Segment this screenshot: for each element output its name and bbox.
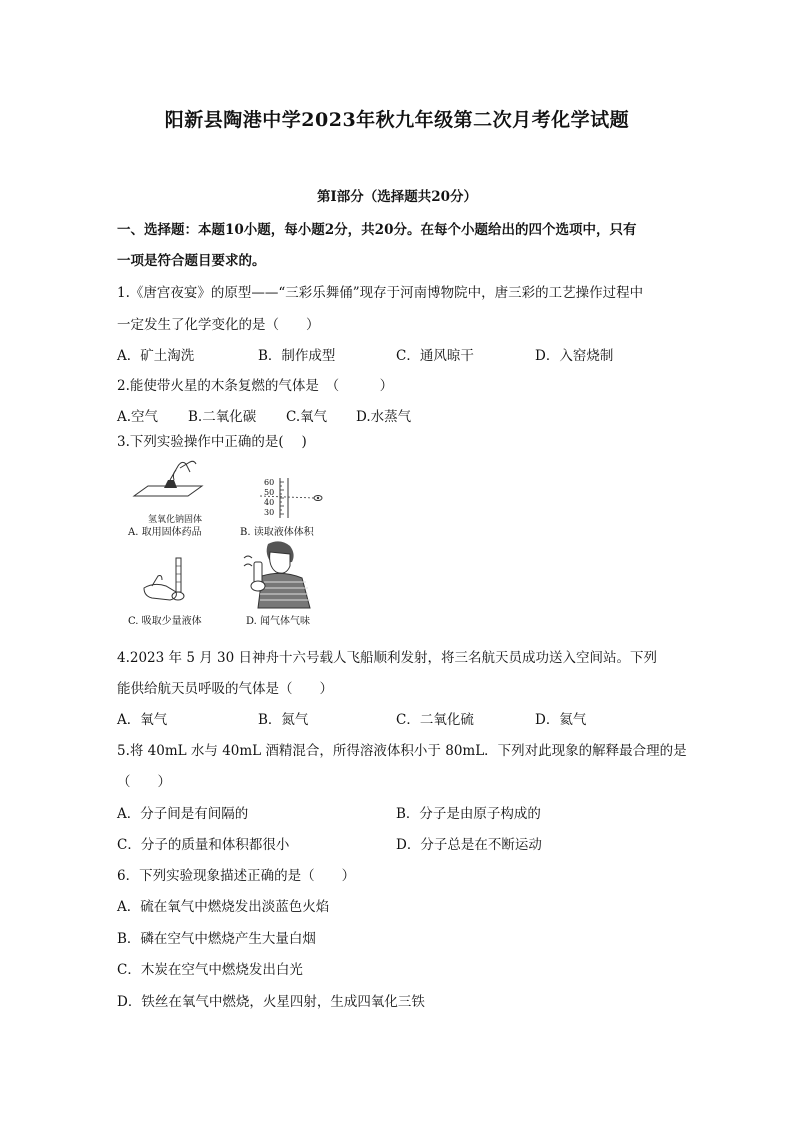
q5-option-b: B．分子是由原子构成的 xyxy=(396,806,541,822)
cylinder-tick-50: 50 xyxy=(264,488,275,497)
figure-c-caption: C. 吸取少量液体 xyxy=(128,616,202,627)
exam-title: 阳新县陶港中学2023年秋九年级第二次月考化学试题 xyxy=(164,109,630,131)
figure-a-reagent-label: 氢氧化钠固体 xyxy=(148,515,203,525)
figure-a-solid-reagent xyxy=(128,458,208,514)
q4-stem-line-2: 能供给航天员呼吸的气体是（ ） xyxy=(117,681,333,697)
figure-a-caption: A. 取用固体药品 xyxy=(128,527,202,538)
figure-d-smelling-gas xyxy=(240,538,318,610)
instructions-line-2: 一项是符合题目要求的。 xyxy=(117,253,266,269)
q2-option-d: D.水蒸气 xyxy=(356,409,412,425)
q4-option-b: B．氮气 xyxy=(258,712,309,728)
q6-option-b: B．磷在空气中燃烧产生大量白烟 xyxy=(117,931,316,947)
cylinder-tick-40: 40 xyxy=(264,498,275,507)
q5-stem-line-1: 5.将 40mL 水与 40mL 酒精混合，所得溶液体积小于 80mL．下列对此现象的解释最合理的是 xyxy=(117,743,687,759)
q5-option-a: A．分子间是有间隔的 xyxy=(117,806,249,822)
q6-option-c: C．木炭在空气中燃烧发出白光 xyxy=(117,962,303,978)
q1-stem-line-1: 1.《唐宫夜宴》的原型——“三彩乐舞俑”现存于河南博物院中，唐三彩的工艺操作过程中 xyxy=(117,285,644,301)
q1-option-a: A．矿土淘洗 xyxy=(117,348,195,364)
cylinder-tick-30: 30 xyxy=(264,508,275,517)
q6-option-a: A．硫在氧气中燃烧发出淡蓝色火焰 xyxy=(117,899,330,915)
q6-stem: 6．下列实验现象描述正确的是（ ） xyxy=(117,868,356,884)
section-heading: 第Ⅰ部分（选择题共20分） xyxy=(316,189,478,205)
cylinder-tick-60: 60 xyxy=(264,478,275,487)
q1-option-b: B．制作成型 xyxy=(258,348,336,364)
figure-c-dropper xyxy=(138,556,208,606)
q4-option-a: A．氧气 xyxy=(117,712,168,728)
q2-option-a: A.空气 xyxy=(117,409,159,425)
q1-option-c: C．通风晾干 xyxy=(396,348,474,364)
q1-option-d: D．入窑烧制 xyxy=(535,348,614,364)
q3-stem: 3.下列实验操作中正确的是( ) xyxy=(117,434,307,450)
instructions-line-1: 一、选择题：本题10小题，每小题2分，共20分。在每个小题给出的四个选项中，只有 xyxy=(117,222,637,238)
q5-option-c: C．分子的质量和体积都很小 xyxy=(117,837,290,853)
q2-option-b: B.二氧化碳 xyxy=(188,409,257,425)
q5-option-d: D．分子总是在不断运动 xyxy=(396,837,542,853)
q4-stem-line-1: 4.2023 年 5 月 30 日神舟十六号载人飞船顺利发射，将三名航天员成功送入空间站。下列 xyxy=(117,650,657,666)
q6-option-d: D．铁丝在氧气中燃烧，火星四射，生成四氧化三铁 xyxy=(117,994,425,1010)
q1-stem-line-2: 一定发生了化学变化的是（ ） xyxy=(117,317,320,333)
q2-stem: 2.能使带火星的木条复燃的气体是 （ ） xyxy=(117,378,394,394)
q4-option-d: D．氦气 xyxy=(535,712,587,728)
figure-d-caption: D. 闻气体气味 xyxy=(246,616,311,627)
q4-option-c: C．二氧化硫 xyxy=(396,712,474,728)
figure-b-caption: B. 读取液体体积 xyxy=(240,527,314,538)
q2-option-c: C.氧气 xyxy=(286,409,328,425)
q5-stem-line-2: （ ） xyxy=(117,774,171,790)
